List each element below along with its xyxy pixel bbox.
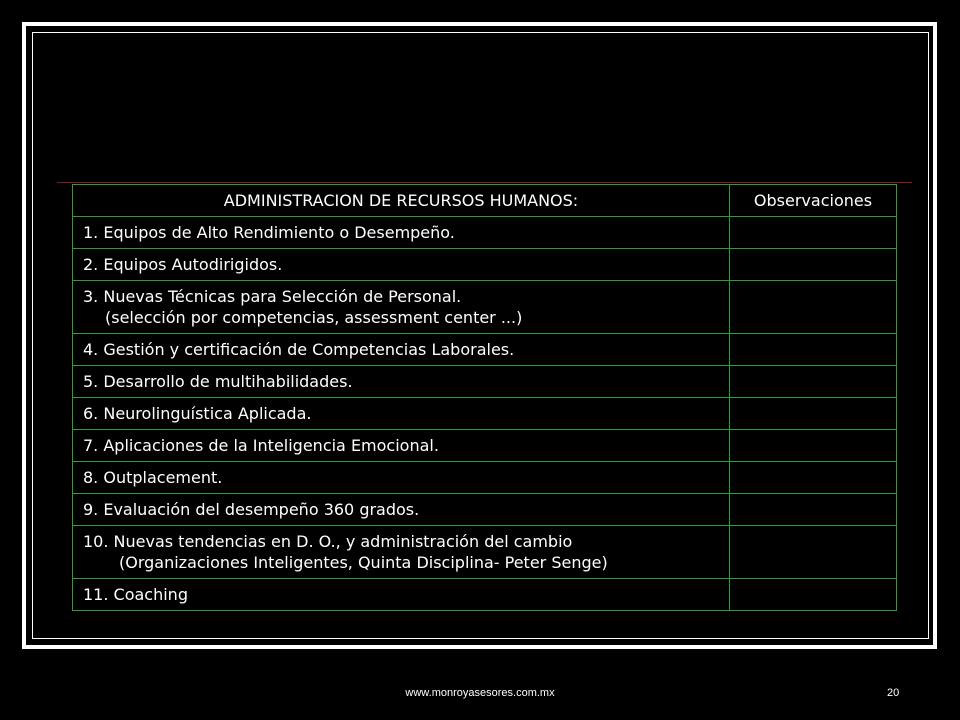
row-item-cell	[73, 281, 730, 334]
header-title-cell: ADMINISTRACION DE RECURSOS HUMANOS:	[73, 185, 730, 217]
row-observation-cell	[730, 462, 897, 494]
divider-line	[57, 182, 912, 183]
header-observations-cell: Observaciones	[730, 185, 897, 217]
row-observation-cell	[730, 430, 897, 462]
footer-url: www.monroyasesores.com.mx	[405, 687, 555, 699]
row-item-cell: 4. Gestión y certificación de Competencias Laborales.	[73, 334, 730, 366]
table-row	[73, 366, 897, 398]
page-number: 20	[887, 687, 900, 699]
table-row	[73, 579, 897, 611]
table-row	[73, 249, 897, 281]
hr-topics-table	[72, 184, 897, 611]
table-row	[73, 281, 897, 334]
row-item-line2: (Organizaciones Inteligentes, Quinta Disciplina- Peter Senge)	[119, 553, 608, 572]
table-row	[73, 334, 897, 366]
row-observation-cell	[730, 281, 897, 334]
table-row	[73, 430, 897, 462]
table-row	[73, 526, 897, 579]
row-item-cell: 9. Evaluación del desempeño 360 grados.	[73, 494, 730, 526]
row-item-cell: 8. Outplacement.	[73, 462, 730, 494]
row-observation-cell	[730, 579, 897, 611]
row-item-line2: (selección por competencias, assessment center ...)	[105, 308, 523, 327]
row-observation-cell	[730, 249, 897, 281]
table-row	[73, 217, 897, 249]
table-row	[73, 398, 897, 430]
row-item-cell: 1. Equipos de Alto Rendimiento o Desempeño.	[73, 217, 730, 249]
row-observation-cell	[730, 398, 897, 430]
row-item-line1: 3. Nuevas Técnicas para Selección de Personal.	[83, 287, 462, 306]
table-row	[73, 462, 897, 494]
row-item-cell: 5. Desarrollo de multihabilidades.	[73, 366, 730, 398]
row-item-cell: 6. Neurolinguística Aplicada.	[73, 398, 730, 430]
row-observation-cell	[730, 334, 897, 366]
row-observation-cell	[730, 217, 897, 249]
row-item-cell: 7. Aplicaciones de la Inteligencia Emocional.	[73, 430, 730, 462]
row-observation-cell	[730, 494, 897, 526]
row-item-cell	[73, 526, 730, 579]
table-header-row	[73, 185, 897, 217]
row-observation-cell	[730, 366, 897, 398]
table-row	[73, 494, 897, 526]
row-item-line1: 10. Nuevas tendencias en D. O., y administración del cambio	[83, 532, 573, 551]
row-item-cell: 11. Coaching	[73, 579, 730, 611]
row-observation-cell	[730, 526, 897, 579]
row-item-cell: 2. Equipos Autodirigidos.	[73, 249, 730, 281]
